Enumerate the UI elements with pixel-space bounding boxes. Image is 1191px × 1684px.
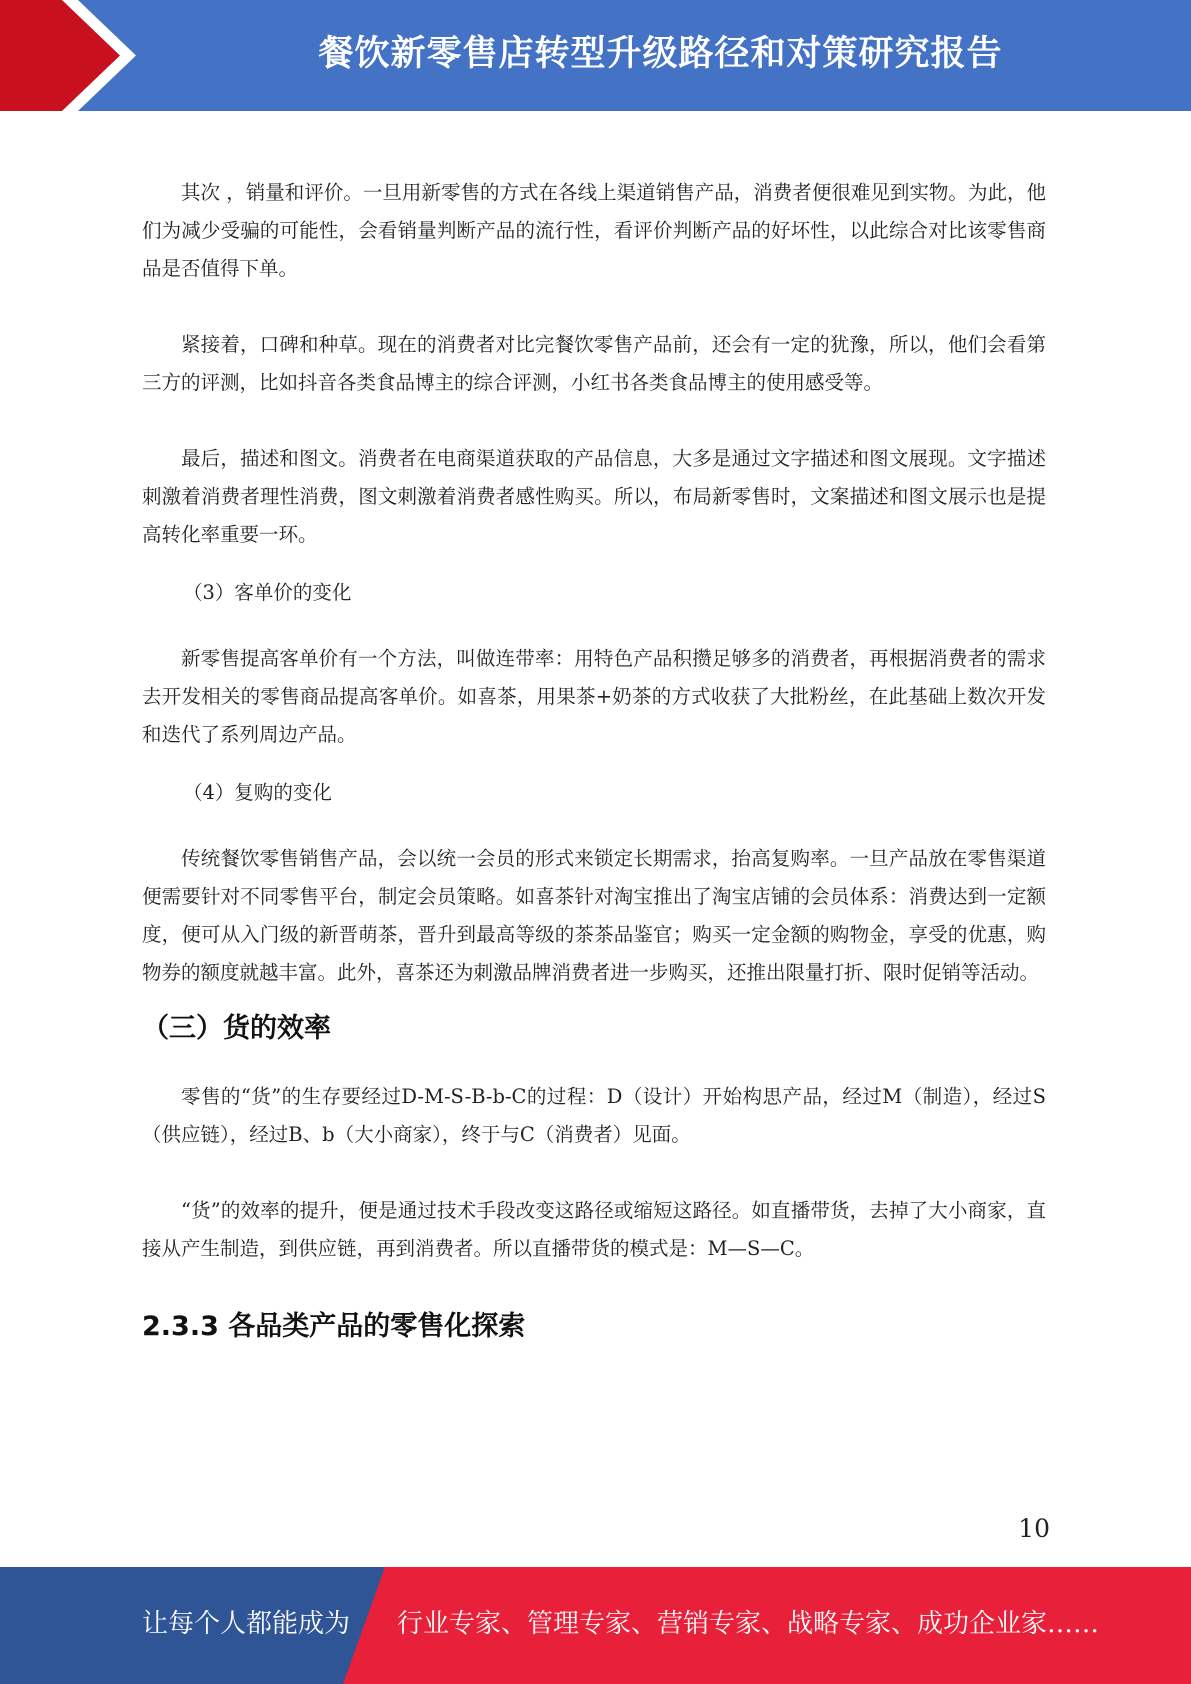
section-heading-goods-efficiency: （三）货的效率 xyxy=(142,1013,331,1044)
paragraph: 新零售提高客单价有一个方法，叫做连带率：用特色产品积攒足够多的消费者，再根据消费者的需求去开发相关的零售商品提高客单价。如喜茶，用果茶+奶茶的方式收获了大批粉丝，在此基础上数次开发和迭代了系列周边产品。 xyxy=(142,647,1046,746)
footer-slogan-right: 行业专家、管理专家、营销专家、战略专家、成功企业家…… xyxy=(397,1609,1100,1639)
footer-slogan-left: 让每个人都能成为 xyxy=(142,1609,351,1639)
header-arrow-decoration xyxy=(0,0,160,111)
subheading-repurchase: （4）复购的变化 xyxy=(183,781,332,804)
paragraph: 其次 ，销量和评价。一旦用新零售的方式在各线上渠道销售产品，消费者便很难见到实物。为此，他们为减少受骗的可能性，会看销量判断产品的流行性，看评价判断产品的好坏性，以此综合对比该零售商品是否值得下单。 xyxy=(142,181,1046,280)
document-title: 餐饮新零售店转型升级路径和对策研究报告 xyxy=(318,34,1003,74)
subheading-customer-price: （3）客单价的变化 xyxy=(183,581,352,604)
footer-banner xyxy=(0,1567,1191,1684)
paragraph: “货”的效率的提升，便是通过技术手段改变这路径或缩短这路径。如直播带货，去掉了大小商家，直接从产生制造，到供应链，再到消费者。所以直播带货的模式是：M—S—C。 xyxy=(142,1199,1046,1260)
paragraph: 零售的“货”的生存要经过D-M-S-B-b-C的过程：D（设计）开始构思产品，经过M（制造），经过S（供应链），经过B、b（大小商家），终于与C（消费者）见面。 xyxy=(142,1085,1046,1146)
header-banner xyxy=(0,0,1191,111)
page-number: 10 xyxy=(1018,1514,1050,1543)
paragraph: 传统餐饮零售销售产品，会以统一会员的形式来锁定长期需求，抬高复购率。一旦产品放在零售渠道便需要针对不同零售平台，制定会员策略。如喜茶针对淘宝推出了淘宝店铺的会员体系：消费达到一定额度，便可从入门级的新晋萌茶，晋升到最高等级的茶茶品鉴官；购买一定金额的购物金，享受的优惠，购物券的额度就越丰富。此外，喜茶还为刺激品牌消费者进一步购买，还推出限量打折、限时促销等活动。 xyxy=(142,847,1046,984)
document-body xyxy=(142,174,1046,1352)
paragraph: 紧接着，口碑和种草。现在的消费者对比完餐饮零售产品前，还会有一定的犹豫，所以，他们会看第三方的评测，比如抖音各类食品博主的综合评测，小红书各类食品博主的使用感受等。 xyxy=(142,333,1046,394)
section-heading-category-exploration: 2.3.3 各品类产品的零售化探索 xyxy=(142,1311,526,1342)
paragraph: 最后，描述和图文。消费者在电商渠道获取的产品信息，大多是通过文字描述和图文展现。文字描述刺激着消费者理性消费，图文刺激着消费者感性购买。所以，布局新零售时，文案描述和图文展示也是提高转化率重要一环。 xyxy=(142,447,1046,546)
